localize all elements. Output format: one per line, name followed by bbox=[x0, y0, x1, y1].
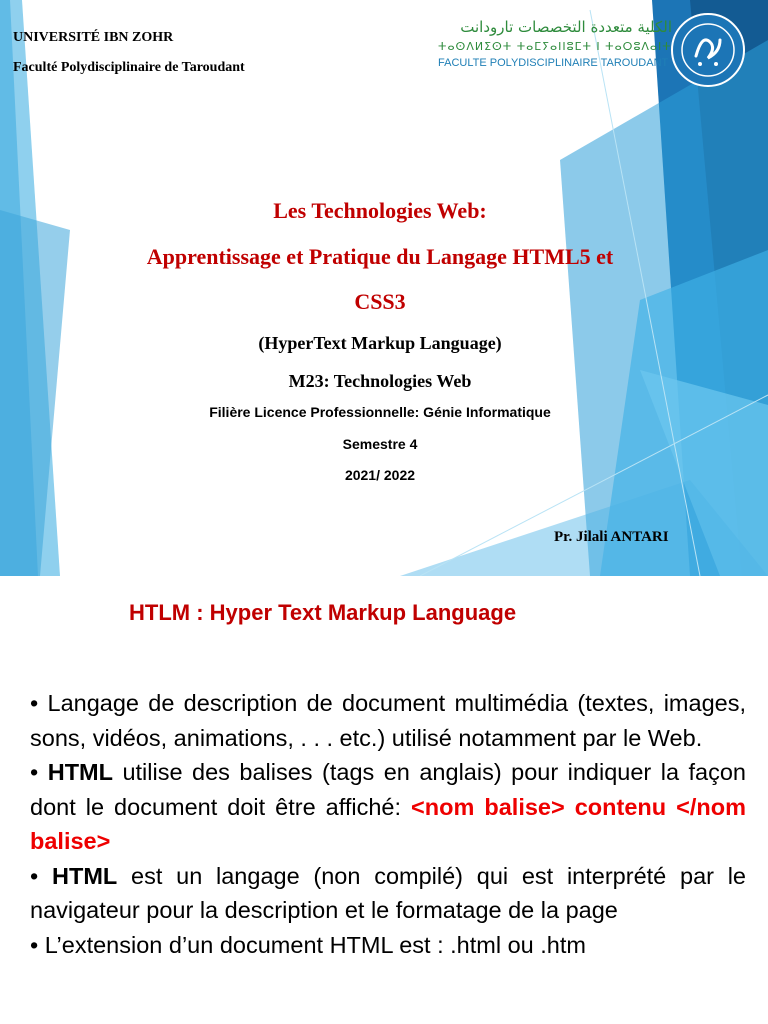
university-name: UNIVERSITÉ IBN ZOHR bbox=[13, 30, 174, 45]
bullet-text: est un langage (non compilé) qui est interprété par le navigateur pour la description et le formatage de la page bbox=[30, 862, 747, 923]
bullet-marker: • bbox=[30, 862, 39, 889]
bullet-item-3 bbox=[30, 859, 746, 928]
title-line-1: Les Technologies Web: bbox=[273, 198, 487, 223]
bullet-list bbox=[30, 686, 746, 962]
logo-tifinagh-text: ⵜⴰⵙⴷⵍⵉⵙⵜ ⵜⴰⵎⵢⴰⵏⵏⵓⵎⵜ ⵏ ⵜⴰⵔⵓⴷⴰⵏⵜ bbox=[438, 40, 672, 53]
tag-syntax-example: <nom balise> contenu </nom balise> bbox=[30, 793, 746, 854]
slide-heading: HTLM : Hyper Text Markup Language bbox=[129, 600, 517, 625]
logo-french-text: FACULTE POLYDISCIPLINAIRE TAROUDANT bbox=[438, 57, 669, 69]
bullet-item-1 bbox=[30, 686, 746, 755]
bold-keyword: HTML bbox=[47, 759, 113, 785]
title-line-2: Apprentissage et Pratique du Langage HTML5 et bbox=[146, 244, 614, 269]
bullet-text: utilise des balises (tags en anglais) pour indiquer la façon dont le document doit être affiché: bbox=[30, 759, 746, 820]
bullet-text: L’extension d’un document HTML est : .html ou .htm bbox=[38, 931, 586, 958]
professor-name: Pr. Jilali ANTARI bbox=[554, 529, 669, 545]
academic-year: 2021/ 2022 bbox=[344, 467, 416, 483]
html-definition-slide bbox=[0, 576, 768, 1024]
university-seal-icon bbox=[670, 12, 746, 88]
title-line-3: CSS3 bbox=[354, 289, 406, 314]
bullet-item-2 bbox=[30, 755, 746, 859]
bullet-text: Langage de description de document multimédia (textes, images, sons, vidéos, animations, . . . etc.) utilisé notamment par le Web. bbox=[30, 690, 746, 751]
logo-arabic-text: الكلية متعددة التخصصات تارودانت bbox=[460, 18, 672, 36]
bullet-item-4 bbox=[30, 928, 746, 963]
bullet-marker: • bbox=[30, 931, 39, 958]
semestre: Semestre 4 bbox=[342, 436, 418, 452]
filiere: Filière Licence Professionnelle: Génie Informatique bbox=[209, 404, 551, 420]
faculty-name: Faculté Polydisciplinaire de Taroudant bbox=[13, 60, 245, 75]
bullet-marker: • bbox=[30, 690, 39, 716]
subtitle: (HyperText Markup Language) bbox=[258, 333, 502, 353]
module-name: M23: Technologies Web bbox=[288, 371, 472, 391]
faculty-logo bbox=[436, 16, 672, 76]
bold-keyword: HTML bbox=[52, 862, 118, 889]
bullet-marker: • bbox=[30, 759, 39, 785]
